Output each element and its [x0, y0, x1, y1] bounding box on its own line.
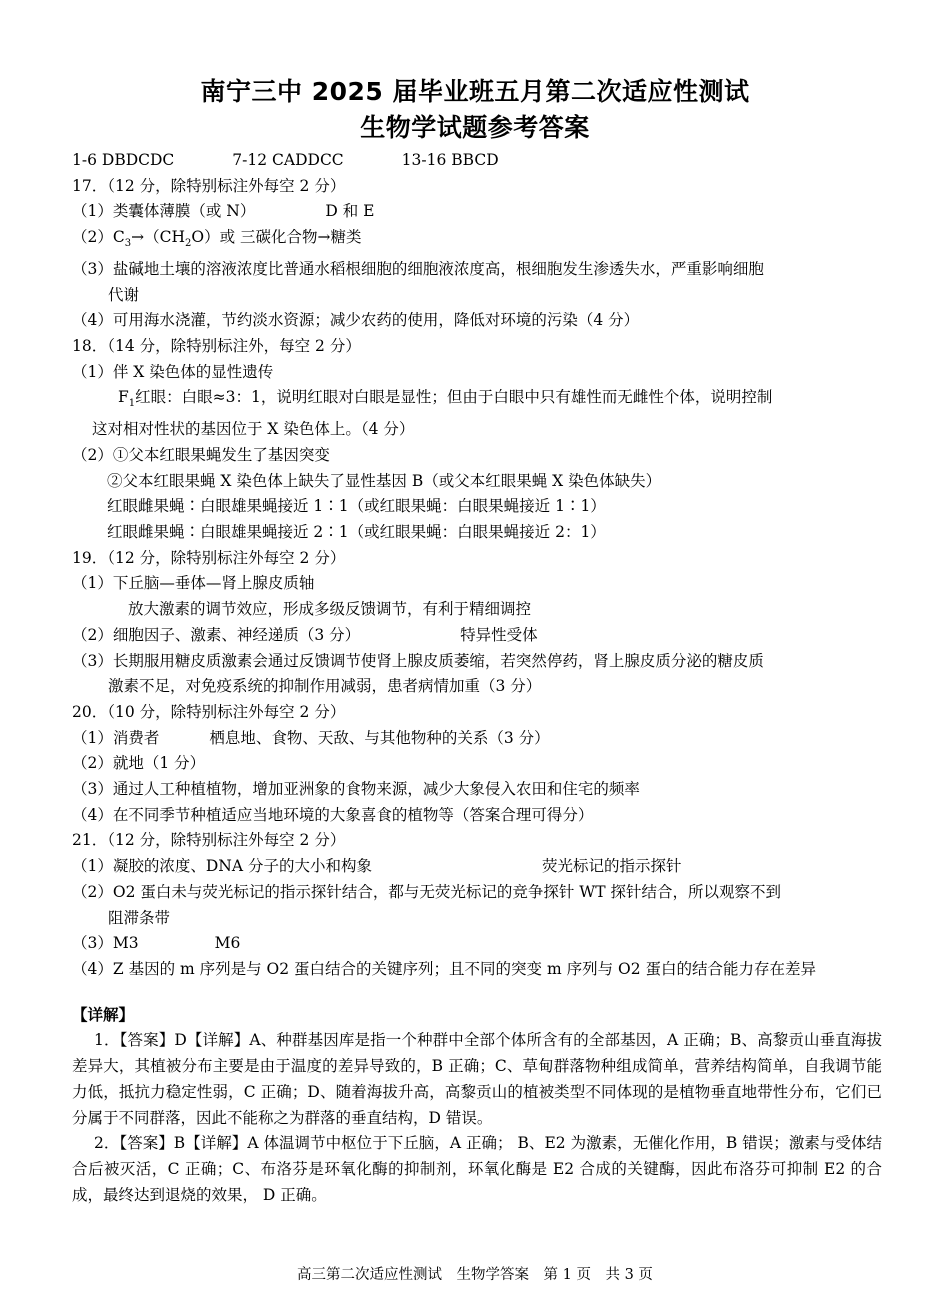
q17-header: 17．（12 分，除特别标注外每空 2 分）	[72, 176, 346, 195]
details-heading: 【详解】	[72, 1005, 135, 1024]
q19-answer-1: （1）下丘脑—垂体—肾上腺皮质轴	[72, 574, 315, 593]
q19-answer-3-cont: 激素不足，对免疫系统的抑制作用减弱，患者病情加重（3 分）	[108, 677, 542, 696]
q17-answer-2: $(2)C_3\to(CH_2O)$或 三碳化合物→糖类	[72, 228, 362, 250]
q19-answer-2: （2）细胞因子、激素、神经递质（3 分） 特异性受体	[72, 625, 538, 644]
q19-answer-3: （3）长期服用糖皮质激素会通过反馈调节使肾上腺皮质萎缩，若突然停药，肾上腺皮质分泌的糖皮质	[72, 651, 764, 670]
q21-answer-2-cont: 阻滞条带	[108, 908, 171, 927]
q18-header: 18．（14 分，除特别标注外，每空 2 分）	[72, 337, 361, 356]
q17-answer-1: （1）类囊体薄膜（或 N） D 和 E	[72, 202, 375, 221]
q20-answer-2: （2）就地（1 分）	[72, 754, 206, 773]
q18-answer-2: （2）①父本红眼果蝇发生了基因突变	[72, 445, 330, 464]
mc-answers	[72, 148, 882, 174]
q21-answer-3: （3）M3 M6	[72, 934, 241, 953]
q20-answer-1: （1）消费者 栖息地、食物、天敌、与其他物种的关系（3 分）	[72, 728, 550, 747]
q18-answer-2-c: 红眼雌果蝇∶白眼雄果蝇接近 1∶1（或红眼果蝇：白眼果蝇接近 1∶1）	[107, 497, 606, 516]
q19-answer-1-b: 放大激素的调节效应，形成多级反馈调节，有利于精细调控	[128, 600, 532, 619]
q21-answer-1: （1）凝胶的浓度、DNA 分子的大小和构象 荧光标记的指示探针	[72, 857, 682, 876]
answer-content	[72, 148, 882, 1208]
q21-answer-2: （2）O2 蛋白未与荧光标记的指示探针结合，都与无荧光标记的竞争探针 WT 探针结合，所以观察不到	[72, 882, 781, 901]
page-footer: 高三第二次适应性测试 生物学答案 第 1 页 共 3 页	[297, 1267, 653, 1283]
q21-header: 21．（12 分，除特别标注外每空 2 分）	[72, 831, 346, 850]
q18-answer-2-d: 红眼雌果蝇∶白眼雄果蝇接近 2∶1（或红眼果蝇：白眼果蝇接近 2：1）	[107, 523, 606, 542]
q20-answer-3: （3）通过人工种植植物，增加亚洲象的食物来源，减少大象侵入农田和住宅的频率	[72, 780, 640, 799]
q21-answer-4: （4）Z 基因的 m 序列是与 O2 蛋白结合的关键序列；且不同的突变 m 序列与 O2 蛋白的结合能力存在差异	[72, 959, 817, 978]
q20-answer-4: （4）在不同季节种植适应当地环境的大象喜食的植物等（答案合理可得分）	[72, 805, 594, 824]
q17-answer-4: （4）可用海水浇灌，节约淡水资源；减少农药的使用，降低对环境的污染（4 分）	[72, 311, 640, 330]
mc-answers-7-12: 7-12 CADDCC	[232, 151, 344, 169]
q17-answer-3: （3）盐碱地土壤的溶液浓度比普通水稻根细胞的细胞液浓度高，根细胞发生渗透失水，严重影响细胞	[72, 259, 764, 278]
document-title: 南宁三中 2025 届毕业班五月第二次适应性测试	[200, 77, 750, 106]
detail-item-1: 1．【答案】D【详解】A、种群基因库是指一个种群中全部个体所含有的全部基因，A 正确；B、高黎贡山垂直海拔差异大，其植被分布主要是由于温度的差异导致的，B 正确；C、草甸群落物种组成简单，营养结构简单，自我调节能力低，抵抗力稳定性弱，C 正确；D、随着海拔升高，高黎贡山的植被类型不同体现的是植物垂直地带性分布，它们已分属于不同群落，因此不能称之为群落的垂直结构，D 错误。	[72, 1031, 882, 1127]
detail-item-2: 2．【答案】B【详解】A 体温调节中枢位于下丘脑，A 正确； B、E2 为激素，无催化作用，B 错误；激素与受体结合后被灭活，C 正确；C、布洛芬是环氧化酶的抑制剂，环氧化酶是 E2 合成的关键酶，因此布洛芬可抑制 E2 的合成，最终达到退烧的效果， D 正确。	[72, 1134, 882, 1204]
q18-answer-1-explain-cont: 这对相对性状的基因位于 X 染色体上。（4 分）	[92, 420, 415, 439]
q17-answer-3-cont: 代谢	[108, 285, 140, 304]
q18-answer-2-b: ②父本红眼果蝇 X 染色体上缺失了显性基因 B（或父本红眼果蝇 X 染色体缺失）	[107, 471, 662, 490]
mc-answers-13-16: 13-16 BBCD	[401, 151, 499, 169]
q18-answer-1-explain: $F_1$红眼：白眼≈3：1，说明红眼对白眼是显性；但由于白眼中只有雄性而无雌性个体，说明控制	[118, 388, 773, 410]
q19-header: 19．（12 分，除特别标注外每空 2 分）	[72, 548, 346, 567]
mc-answers-1-6: 1-6 DBDCDC	[72, 151, 175, 169]
document-subtitle: 生物学试题参考答案	[360, 113, 590, 142]
q18-answer-1: （1）伴 X 染色体的显性遗传	[72, 362, 274, 381]
q20-header: 20．（10 分，除特别标注外每空 2 分）	[72, 702, 346, 721]
